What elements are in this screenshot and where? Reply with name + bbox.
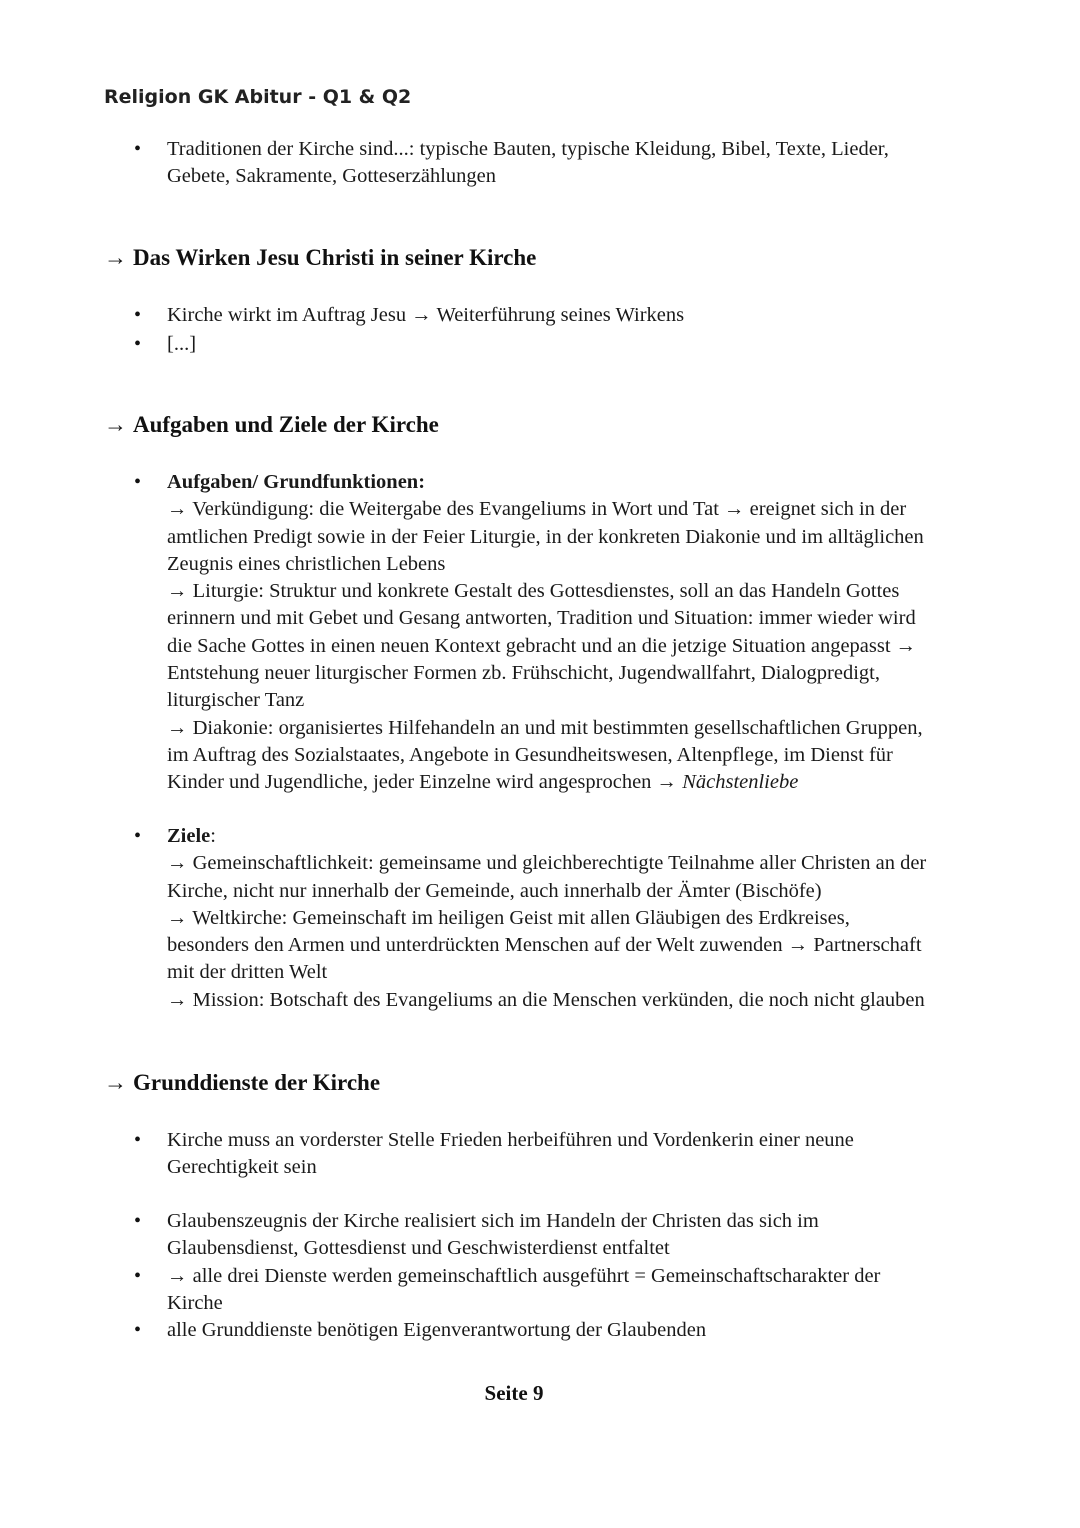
goals-line: mit der dritten Welt — [167, 961, 328, 984]
list-item — [167, 331, 987, 358]
list-item-text: • [...] — [167, 333, 197, 355]
section-title: Das Wirken Jesu Christi in seiner Kirche — [133, 245, 537, 270]
list-item-text: • → alle drei Dienste werden gemeinschaftlich ausgeführt = Gemeinschaftscharakter der — [167, 1265, 881, 1287]
section-heading-aufgaben — [104, 412, 439, 438]
goals-label: Ziele — [167, 825, 211, 847]
list-item-text: • alle Grunddienste benötigen Eigenverantwortung der Glaubenden — [167, 1319, 707, 1341]
list-item — [167, 1208, 987, 1263]
list-item-text: Gerechtigkeit sein — [167, 1156, 317, 1179]
tasks-line: → Diakonie: organisiertes Hilfehandeln an und mit bestimmten gesellschaftlichen Gruppen, — [167, 716, 923, 739]
list-item — [167, 1127, 987, 1182]
goals-line: → Weltkirche: Gemeinschaft im heiligen Geist mit allen Gläubigen des Erdkreises, — [167, 906, 850, 929]
page-number: Seite 9 — [484, 1381, 544, 1405]
goals-line: Kirche, nicht nur innerhalb der Gemeinde, auch innerhalb der Ämter (Bischöfe) — [167, 879, 822, 902]
list-item — [167, 1263, 987, 1318]
goals-bullet — [167, 823, 987, 1014]
goals-line: besonders den Armen und unterdrückten Menschen auf der Welt zuwenden → Partnerschaft — [167, 934, 922, 957]
list-item-text: Kirche — [167, 1292, 223, 1315]
tasks-line: Zeugnis eines christlichen Lebens — [167, 552, 446, 575]
section-title: Grunddienste der Kirche — [133, 1070, 381, 1095]
tasks-line: die Sache Gottes in einen neuen Kontext gebracht und an die jetzige Situation angepasst → — [167, 634, 917, 657]
naechstenliebe-text: Nächstenliebe — [682, 771, 799, 794]
arrow-icon: → — [104, 245, 127, 270]
tasks-bullet — [167, 469, 987, 797]
section-heading-grunddienste — [104, 1070, 380, 1096]
document-header: Religion GK Abitur - Q1 & Q2 — [104, 86, 412, 108]
list-item-text: Glaubensdienst, Gottesdienst und Geschwisterdienst entfaltet — [167, 1237, 670, 1260]
list-item-text: • Kirche wirkt im Auftrag Jesu → Weiterführung seines Wirkens — [167, 304, 685, 326]
tasks-last-text: Kinder und Jugendliche, jeder Einzelne wird angesprochen → — [167, 771, 683, 794]
tasks-label: • Aufgaben/ Grundfunktionen: — [167, 471, 426, 493]
tasks-line: liturgischer Tanz — [167, 689, 305, 712]
tasks-line: Entstehung neuer liturgischer Formen zb. Frühschicht, Jugendwallfahrt, Dialogpredigt, — [167, 662, 880, 685]
tasks-line: → Liturgie: Struktur und konkrete Gestalt des Gottesdienstes, soll an das Handeln Gottes — [167, 580, 900, 603]
section-title: Aufgaben und Ziele der Kirche — [133, 412, 439, 437]
intro-line-1: • Traditionen der Kirche sind...: typische Bauten, typische Kleidung, Bibel, Texte, Lieder, — [167, 138, 889, 160]
tasks-line: erinnern und mit Gebet und Gesang antworten, Tradition und Situation: immer wieder wird — [167, 607, 916, 630]
list-item-text: • Glaubenszeugnis der Kirche realisiert sich im Handeln der Christen das sich im — [167, 1210, 819, 1232]
arrow-icon: → — [104, 1070, 127, 1095]
goals-line: → Gemeinschaftlichkeit: gemeinsame und gleichberechtigte Teilnahme aller Christen an der — [167, 852, 927, 875]
section-heading-wirken — [104, 245, 536, 271]
goals-colon: : — [210, 825, 216, 847]
tasks-last-line — [167, 769, 987, 796]
list-item-text: • Kirche muss an vorderster Stelle Frieden herbeiführen und Vordenkerin einer neune — [167, 1129, 854, 1151]
tasks-line: amtlichen Predigt sowie in der Feier Liturgie, in der konkreten Diakonie und im alltäglichen — [167, 525, 924, 548]
intro-line-2: Gebete, Sakramente, Gotteserzählungen — [167, 165, 497, 188]
goals-label-line — [167, 823, 987, 850]
tasks-line: → Verkündigung: die Weitergabe des Evangeliums in Wort und Tat → ereignet sich in der — [167, 498, 907, 521]
intro-bullet — [167, 136, 987, 191]
goals-line: → Mission: Botschaft des Evangeliums an die Menschen verkünden, die noch nicht glauben — [167, 988, 925, 1011]
list-item — [167, 302, 987, 329]
tasks-line: im Auftrag des Sozialstaates, Angebote in Gesundheitswesen, Altenpflege, im Dienst für — [167, 743, 893, 766]
arrow-icon: → — [104, 412, 127, 437]
list-item — [167, 1317, 987, 1344]
